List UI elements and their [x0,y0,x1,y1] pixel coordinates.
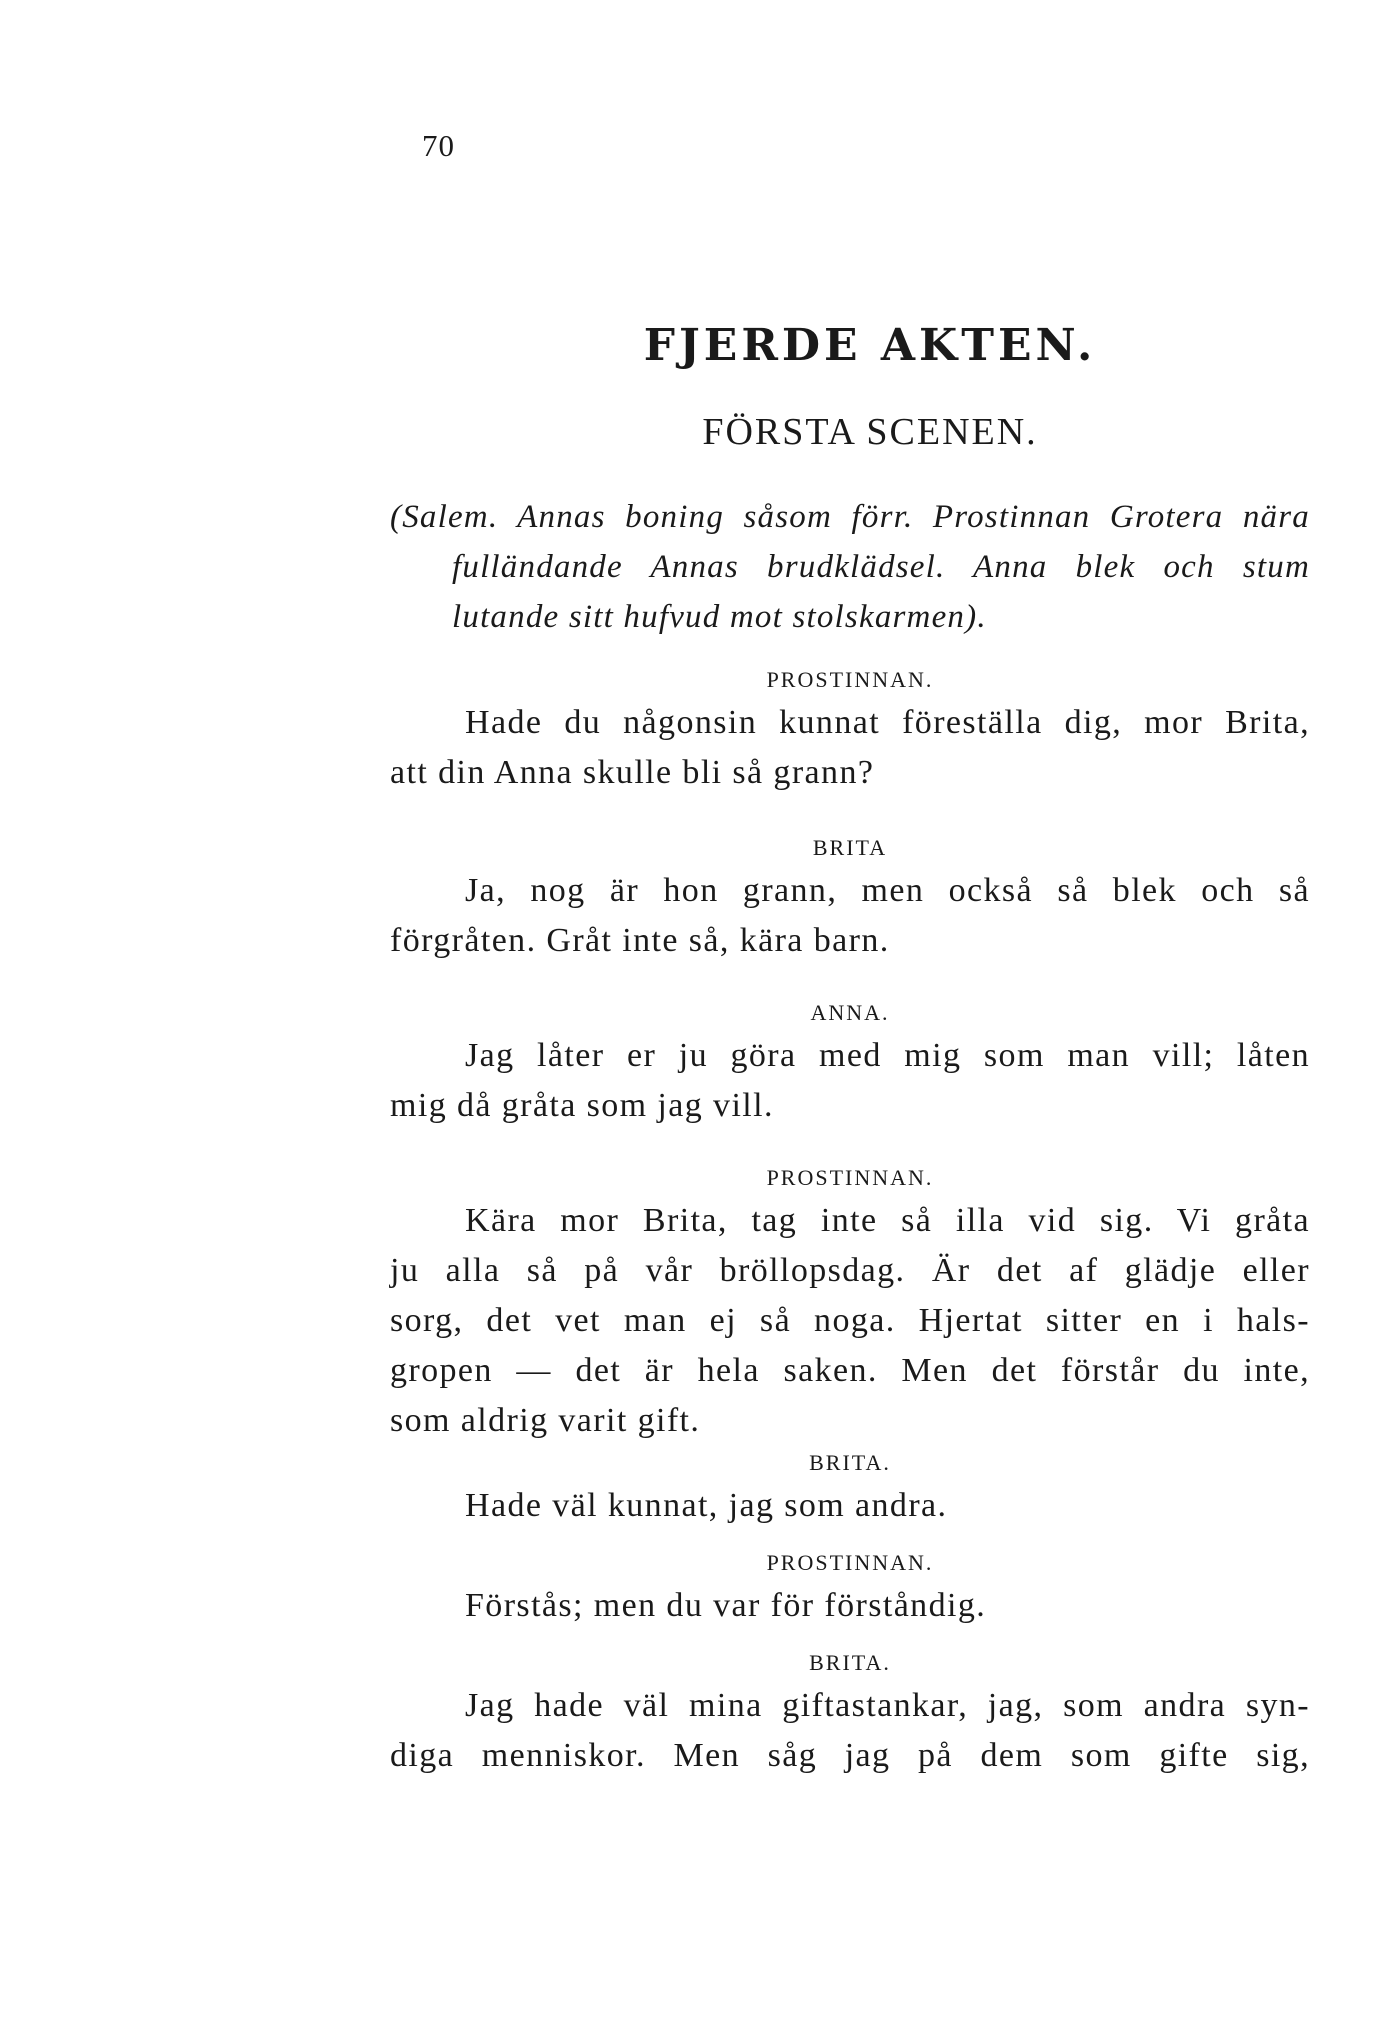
speech-block [390,1645,1310,1781]
stage-direction-line: fulländande Annas brudklädsel. Anna blek och stum [452,549,1310,585]
stage-direction-line: (Salem. Annas boning såsom förr. Prostinnan Grotera nära [390,499,1310,535]
speaker-name: BRITA. [809,1450,891,1475]
speech-block [390,995,1310,1131]
stage-direction [390,492,1310,642]
speech-block [390,1160,1310,1446]
speaker-name: PROSTINNAN. [766,667,934,692]
speech-line: Förstås; men du var för förståndig. [465,1587,987,1624]
speech-line: Kära mor Brita, tag inte så illa vid sig. Vi gråta [465,1202,1310,1239]
speaker-name: BRITA. [809,1650,891,1675]
speaker-name: BRITA [812,835,888,860]
speech-line: som aldrig varit gift. [390,1402,701,1439]
speech-text [390,866,1310,966]
speech-text [390,1481,1310,1531]
stage-direction-line: lutande sitt hufvud mot stolskarmen). [452,599,987,635]
speech-line: sorg, det vet man ej så noga. Hjertat sitter en i hals- [390,1302,1310,1339]
speech-block [390,830,1310,966]
speaker-name: PROSTINNAN. [766,1550,934,1575]
speech-block [390,1545,1310,1631]
speech-text [390,1031,1310,1131]
speech-line: mig då gråta som jag vill. [390,1087,774,1124]
book-page [390,0,1310,2020]
speaker-name: ANNA. [810,1000,890,1025]
speech-text [390,1581,1310,1631]
speech-block [390,662,1310,798]
speech-line: Hade du någonsin kunnat föreställa dig, mor Brita, [465,704,1310,741]
speech-line: förgråten. Gråt inte så, kära barn. [390,922,890,959]
speech-line: Ja, nog är hon grann, men också så blek och så [465,872,1310,909]
act-title: FJERDE AKTEN. [643,320,1097,371]
speech-line: Hade väl kunnat, jag som andra. [465,1487,948,1524]
page-number: 70 [422,128,455,163]
speech-line: gropen — det är hela saken. Men det förstår du inte, [390,1352,1310,1389]
speech-line: att din Anna skulle bli så grann? [390,754,875,791]
speech-text [390,1681,1310,1781]
speaker-name: PROSTINNAN. [766,1165,934,1190]
speech-text [390,698,1310,798]
speech-line: Jag hade väl mina giftastankar, jag, som andra syn- [465,1687,1310,1724]
scene-title: FÖRSTA SCENEN. [702,411,1038,453]
speech-block [390,1445,1310,1531]
speech-line: diga menniskor. Men såg jag på dem som gifte sig, [390,1737,1310,1774]
speech-line: ju alla så på vår bröllopsdag. Är det af glädje eller [390,1252,1310,1289]
speech-text [390,1196,1310,1446]
speech-line: Jag låter er ju göra med mig som man vill; låten [465,1037,1310,1074]
